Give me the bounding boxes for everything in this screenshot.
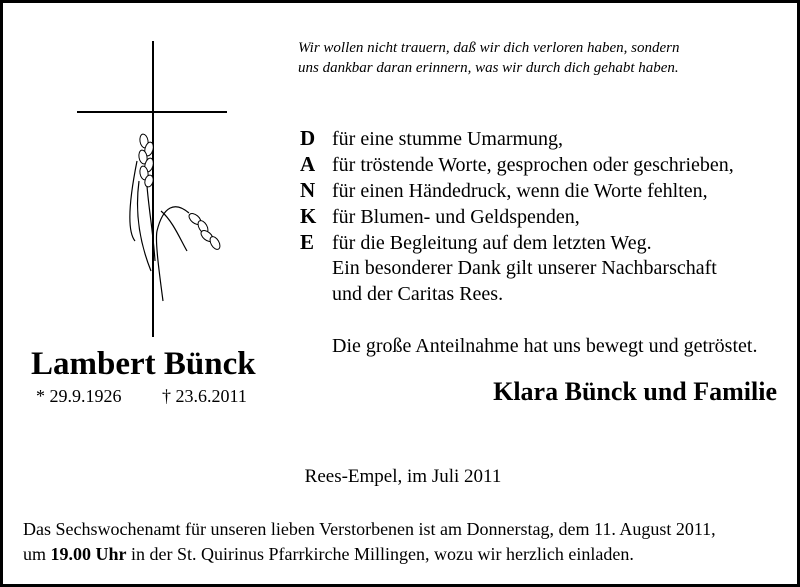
danke-text: für die Begleitung auf dem letzten Weg. [332, 232, 652, 254]
poem-line: uns dankbar daran erinnern, was wir durch dich gehabt haben. [298, 60, 679, 76]
danke-letter: E [300, 230, 315, 254]
danke-line-a [300, 151, 734, 177]
mass-notice [23, 517, 716, 567]
danke-line-n [300, 177, 708, 203]
birth-date: * 29.9.1926 [36, 386, 122, 406]
danke-letter: N [300, 178, 316, 202]
notice-line: Das Sechswochenamt für unseren lieben Verstorbenen ist am Donnerstag, dem 11. August 2011, [23, 519, 716, 539]
danke-text: für tröstende Worte, gesprochen oder geschrieben, [332, 154, 734, 176]
sympathy-line: Die große Anteilnahme hat uns bewegt und getröstet. [332, 335, 758, 357]
notice-line [23, 542, 716, 567]
poem [298, 38, 680, 78]
danke-text: für einen Händedruck, wenn die Worte fehlten, [332, 180, 708, 202]
poem-line: Wir wollen nicht trauern, daß wir dich verloren haben, sondern [298, 40, 680, 56]
death-date: † 23.6.2011 [162, 386, 247, 406]
signed-by: Klara Bünck und Familie [493, 377, 777, 406]
deceased-name: Lambert Bünck [31, 346, 256, 382]
danke-line-d [300, 125, 563, 151]
danke-letter: D [300, 126, 316, 150]
danke-letter: A [300, 152, 316, 176]
notice-text: um [23, 544, 51, 564]
notice-text: in der St. Quirinus Pfarrkirche Millingen, wozu wir herzlich einladen. [126, 544, 634, 564]
mass-time: 19.00 Uhr [50, 544, 127, 564]
danke-letter: K [300, 204, 317, 228]
special-thanks-line: Ein besonderer Dank gilt unserer Nachbarschaft [332, 257, 717, 279]
special-thanks-line: und der Caritas Rees. [332, 283, 504, 305]
cross-with-wheat-icon [77, 41, 237, 341]
life-dates [36, 386, 247, 407]
danke-text: für Blumen- und Geldspenden, [332, 206, 580, 228]
danke-text: für eine stumme Umarmung, [332, 128, 564, 150]
danke-line-e [300, 229, 652, 255]
place-date: Rees-Empel, im Juli 2011 [304, 466, 502, 487]
danke-line-k [300, 203, 580, 229]
